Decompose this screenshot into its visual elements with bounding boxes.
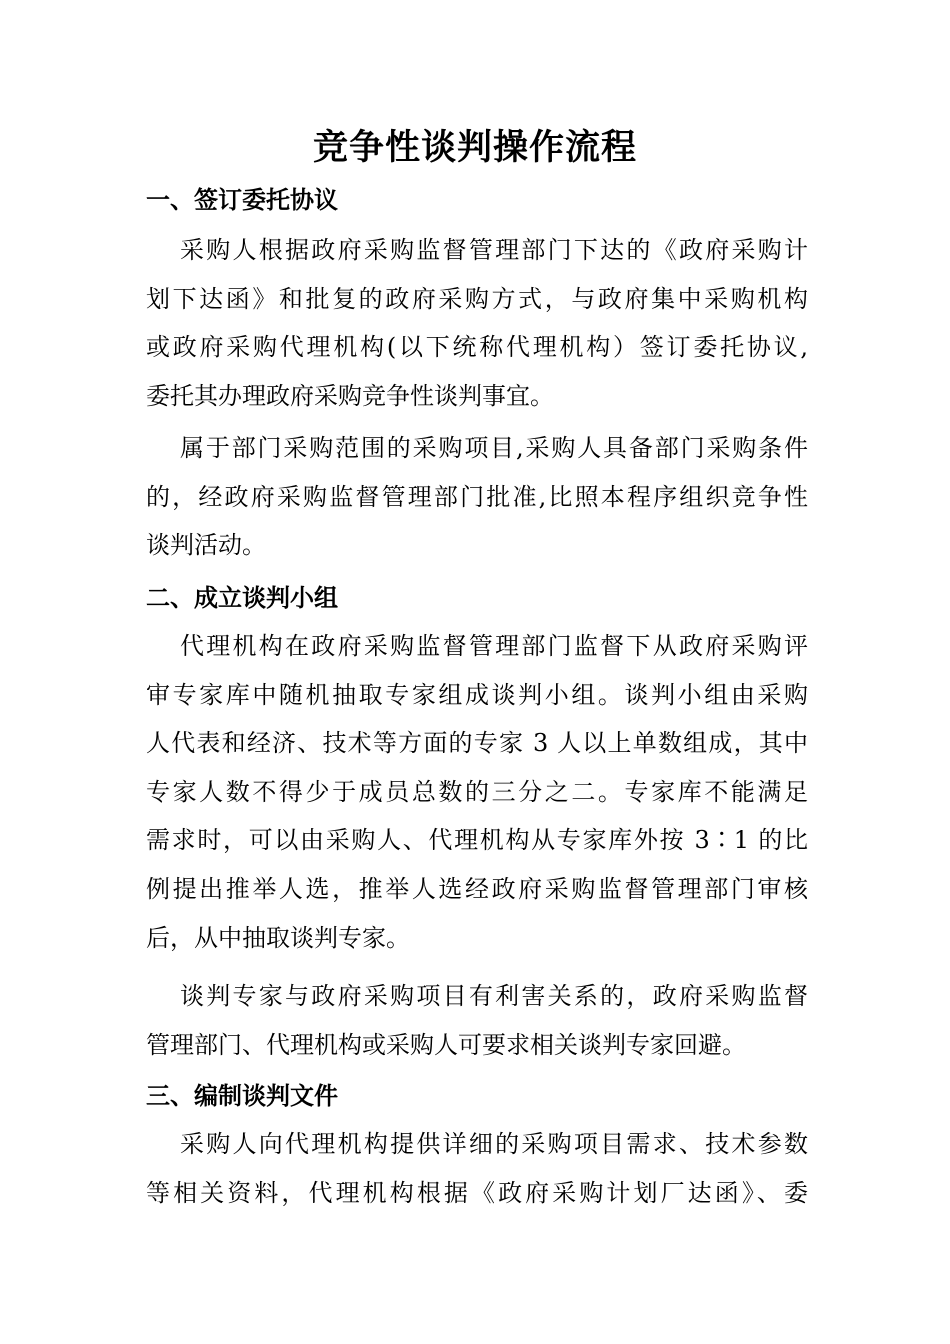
text-line: 谈判活动。 bbox=[146, 531, 266, 560]
section-heading-3: 三、编制谈判文件 bbox=[146, 1082, 338, 1110]
paragraph-3-1 bbox=[146, 1120, 808, 1217]
text-line: 采购人向代理机构提供详细的采购项目需求、技术参数 bbox=[180, 1130, 808, 1158]
text-line: 划下达函》和批复的政府采购方式，与政府集中采购机构 bbox=[146, 284, 808, 313]
text-line: 需求时，可以由采购人、代理机构从专家库外按 3∶1 的比 bbox=[146, 826, 808, 855]
section-heading-2: 二、成立谈判小组 bbox=[146, 584, 338, 612]
text-line: 谈判专家与政府采购项目有利害关系的，政府采购监督 bbox=[180, 982, 808, 1010]
text-line: 委托其办理政府采购竞争性谈判事宜。 bbox=[146, 381, 554, 410]
paragraph-2-2 bbox=[146, 972, 808, 1069]
text-line: 后，从中抽取谈判专家。 bbox=[146, 923, 410, 952]
section-heading-1: 一、签订委托协议 bbox=[146, 186, 338, 214]
text-line: 代理机构在政府采购监督管理部门监督下从政府采购评 bbox=[180, 632, 808, 660]
text-line: 属于部门采购范围的采购项目,采购人具备部门采购条件 bbox=[180, 434, 808, 462]
document-title: 竞争性谈判操作流程 bbox=[312, 127, 637, 168]
paragraph-2-1 bbox=[146, 622, 808, 962]
text-line: 的，经政府采购监督管理部门批准,比照本程序组织竞争性 bbox=[146, 482, 808, 511]
text-line: 例提出推举人选，推举人选经政府采购监督管理部门审核 bbox=[146, 874, 808, 903]
paragraph-1-2 bbox=[146, 424, 808, 570]
text-line: 采购人根据政府采购监督管理部门下达的《政府采购计 bbox=[180, 236, 808, 264]
text-line: 人代表和经济、技术等方面的专家 3 人以上单数组成，其中 bbox=[146, 729, 808, 758]
text-line: 审专家库中随机抽取专家组成谈判小组。谈判小组由采购 bbox=[146, 680, 808, 709]
text-line: 专家人数不得少于成员总数的三分之二。专家库不能满足 bbox=[146, 777, 808, 806]
text-line: 或政府采购代理机构(以下统称代理机构）签订委托协议, bbox=[146, 333, 808, 362]
paragraph-1-1 bbox=[146, 226, 808, 420]
text-line: 等相关资料，代理机构根据《政府采购计划厂达函》、委 bbox=[146, 1178, 808, 1207]
text-line: 管理部门、代理机构或采购人可要求相关谈判专家回避。 bbox=[146, 1030, 746, 1059]
